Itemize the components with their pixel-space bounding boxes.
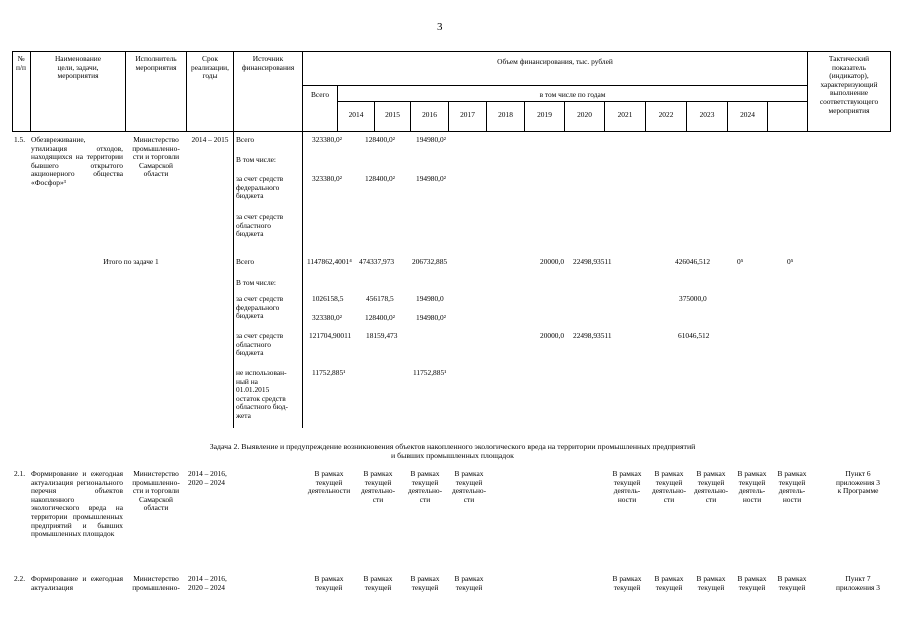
row-1-5-fed-2015: 194980,0² [416, 174, 446, 183]
header-indicator: Тактический показатель (индикатор), характеризующий выполнение соответствующего мероприятия [819, 54, 879, 115]
row-2-2-2022: В рамках текущей [696, 574, 726, 592]
year-2022: 2022 [658, 110, 674, 119]
itogo-src-regional: за счет средств областного бюджета [236, 331, 284, 358]
itogo-total-2022: 0⁵ [737, 257, 744, 266]
row-2-1-2016: В рамках текущей деятельно- сти [451, 469, 487, 504]
header-years-line [337, 101, 807, 102]
v-line [890, 51, 891, 131]
itogo-total-2021: 426046,512 [675, 257, 711, 266]
header-source: Источник финансирования [241, 54, 295, 72]
header-bottom-line [12, 131, 891, 132]
header-by-years: в том числе по годам [539, 90, 606, 99]
row-1-5-total-2014: 128400,0² [365, 135, 395, 144]
v-line [767, 101, 768, 131]
header-term: Срок реализации, годы [191, 54, 229, 81]
row-2-2-2014: В рамках текущей [363, 574, 393, 592]
row-2-1-executor: Министерство промышленно- сти и торговли Самарской области [132, 469, 180, 513]
year-2017: 2017 [460, 110, 475, 119]
itogo-fed1-2015: 194980,0 [416, 294, 444, 303]
row-2-2-2020: В рамках текущей [612, 574, 642, 592]
year-2023: 2023 [699, 110, 715, 119]
row-2-1-2021: В рамках текущей деятельно- сти [651, 469, 687, 504]
itogo-total-2019: 22498,93511 [573, 257, 612, 266]
row-2-1-2023: В рамках текущей деятель- ности [737, 469, 767, 504]
row-2-2-indicator: Пункт 7 приложения 3 [836, 574, 880, 592]
row-1-5-src-regional: за счет средств областного бюджета [236, 212, 284, 239]
header-volume: Объем финансирования, тыс. рублей [497, 57, 613, 66]
row-2-1-2014: В рамках текущей деятельно- сти [360, 469, 396, 504]
itogo-fed2-all: 323380,0² [312, 313, 342, 322]
row-2-2-num: 2.2. [14, 574, 26, 583]
year-2016: 2016 [422, 110, 437, 119]
itogo-reg-2019: 22498,93511 [573, 331, 612, 340]
row-1-5-executor: Министерство промышленно- сти и торговли Самарской области [132, 135, 180, 179]
row-2-2-2023: В рамках текущей [737, 574, 767, 592]
itogo-unused-2015: 11752,885¹ [413, 368, 447, 377]
year-2021: 2021 [617, 110, 633, 119]
row-2-1-2015: В рамках текущей деятельно- сти [407, 469, 443, 504]
itogo-total-2018: 20000,0 [540, 257, 565, 266]
row-1-5-src-incl: В том числе: [236, 155, 276, 164]
row-1-5-term: 2014 – 2015 [191, 135, 229, 144]
itogo-fed1-2014: 456178,5 [366, 294, 394, 303]
itogo-src-federal: за счет средств федерального бюджета [236, 294, 284, 321]
itogo-label: Итого по задаче 1 [103, 257, 159, 266]
row-2-1-total: В рамках текущей деятельности [307, 469, 351, 496]
row-2-2-total: В рамках текущей [314, 574, 344, 592]
row-2-1-indicator: Пункт 6 приложения 3 к Программе [836, 469, 880, 496]
row-2-2-executor: Министерство промышленно- [132, 574, 180, 592]
row-1-5-total-total: 323380,0² [312, 135, 342, 144]
itogo-fed2-2014: 128400,0² [365, 313, 395, 322]
header-name: Наименование цели, задачи, мероприятия [54, 54, 102, 81]
v-line [302, 131, 303, 428]
itogo-reg-2018: 20000,0 [540, 331, 565, 340]
row-2-1-2020: В рамках текущей деятель- ности [612, 469, 642, 504]
row-1-5-src-total: Всего [236, 135, 255, 144]
itogo-total-2024: 0⁵ [787, 257, 794, 266]
itogo-total-2015: 206732,885 [412, 257, 448, 266]
itogo-reg-2021: 61046,512 [678, 331, 710, 340]
header-executor: Исполнитель мероприятия [135, 54, 177, 72]
row-2-1-2024: В рамках текущей деятель- ности [777, 469, 807, 504]
row-2-2-term: 2014 – 2016, 2020 – 2024 [188, 574, 227, 592]
itogo-total-2014: 474337,973 [359, 257, 395, 266]
row-1-5-fed-total: 323380,0² [312, 174, 342, 183]
row-2-2-2015: В рамках текущей [410, 574, 440, 592]
v-line [233, 131, 234, 428]
row-1-5-name: Обезвреживание, утилизация отходов, находящихся на территории бывшего открытого акционерного общества «Фосфор»³ [31, 135, 123, 187]
header-num: № п/п [16, 54, 26, 72]
row-1-5-num: 1.5. [14, 135, 26, 144]
year-2015: 2015 [385, 110, 400, 119]
row-2-1-name: Формирование и ежегодная актуализация регионального перечня объектов накопленного экологического вреда на территории промышленных предприятий и бывших промышленных площадок [31, 469, 123, 539]
itogo-fed1-2021: 375000,0 [679, 294, 707, 303]
row-2-2-name: Формирование и ежегодная актуализация [31, 574, 123, 592]
row-2-1-term: 2014 – 2016, 2020 – 2024 [188, 469, 227, 487]
row-2-1-num: 2.1. [14, 469, 26, 478]
row-2-2-2021: В рамках текущей [654, 574, 684, 592]
row-1-5-src-federal: за счет средств федерального бюджета [236, 174, 284, 201]
itogo-reg-2014: 18159,473 [366, 331, 398, 340]
year-2014: 2014 [348, 110, 364, 119]
row-2-2-2016: В рамках текущей [454, 574, 484, 592]
itogo-fed1-all: 1026158,5 [312, 294, 344, 303]
itogo-src-incl: В том числе: [236, 278, 276, 287]
itogo-src-total: Всего [236, 257, 255, 266]
itogo-reg-all: 121704,90011 [309, 331, 352, 340]
header-total: Всего [310, 90, 330, 99]
year-2020: 2020 [577, 110, 592, 119]
row-2-2-2024: В рамках текущей [777, 574, 807, 592]
row-1-5-total-2015: 194980,0² [416, 135, 446, 144]
row-1-5-fed-2014: 128400,0² [365, 174, 395, 183]
itogo-total-all: 1147862,4001⁴ [307, 257, 352, 266]
header-top-line [12, 51, 891, 52]
itogo-unused-all: 11752,885¹ [312, 368, 346, 377]
row-2-1-2022: В рамках текущей деятельно- сти [693, 469, 729, 504]
year-2018: 2018 [498, 110, 513, 119]
itogo-fed2-2015: 194980,0² [416, 313, 446, 322]
task2-title: Задача 2. Выявление и предупреждение возникновения объектов накопленного экологического вреда на территории промышленных предприятий и бывших промышленных площадок [209, 442, 696, 461]
year-2019: 2019 [537, 110, 552, 119]
header-total-line [302, 85, 807, 86]
itogo-src-unused: не использован- ный на 01.01.2015 остаток средств областного бюд- жета [236, 368, 288, 420]
year-2024: 2024 [740, 110, 755, 119]
page-number: 3 [437, 21, 443, 33]
